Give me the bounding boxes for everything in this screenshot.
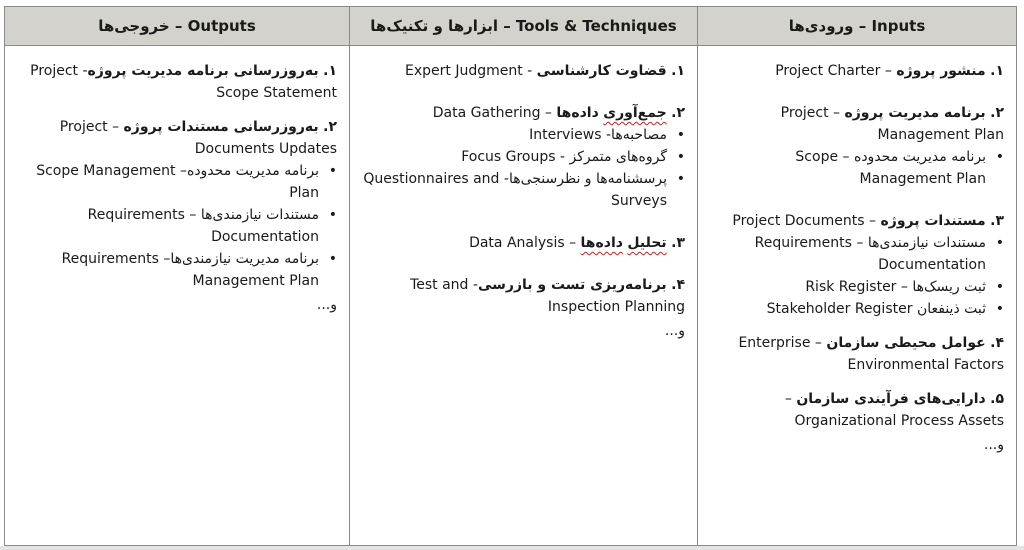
input-3-title: مستندات پروژه — [880, 213, 986, 229]
input-5-number: ۵. — [990, 391, 1004, 407]
input-5-english: Organizational Process Assets — [794, 413, 1004, 429]
input-item-1: ۱. منشور پروژه – Project Charter — [775, 63, 1004, 79]
tool-1-number: ۱. — [671, 63, 685, 79]
input-item-3: ۳. مستندات پروژه – Project Documents • مستندات نیازمندی‌ها – Requirements Documentation • ثبت ریسک‌ها – Risk Register • ثبت ذینفعان Stakeholder Register — [706, 210, 1004, 320]
output-1-english: Project Scope Statement — [30, 63, 337, 101]
sub-item-persian: ثبت ذینفعان — [916, 301, 986, 317]
output-2-number: ۲. — [323, 119, 337, 135]
list-item: • ثبت ریسک‌ها – Risk Register — [706, 276, 1004, 298]
tools-etc: و... — [664, 323, 685, 339]
list-item: • برنامه مدیریت نیازمندی‌ها– Requirements Management Plan — [13, 248, 337, 292]
sub-item-persian: برنامه مدیریت محدوده — [853, 149, 986, 165]
ito-table — [4, 6, 1017, 546]
tools-cell — [350, 46, 698, 546]
input-1-number: ۱. — [990, 63, 1004, 79]
sub-item-persian: پرسشنامه‌ها و نظرسنجی‌ها — [508, 171, 667, 187]
tool-2-title-part2: داده‌ها — [556, 105, 599, 121]
tool-4-title: برنامه‌ریزی تست و بازرسی — [477, 277, 667, 293]
input-4-english: Enterprise Environmental Factors — [738, 335, 1004, 373]
sub-item-persian: ثبت ریسک‌ها — [912, 279, 986, 295]
outputs-header: Outputs – خروجی‌ها — [5, 7, 350, 46]
input-item-5: ۵. دارایی‌های فرآیندی سازمان – Organizational Process Assets و... — [706, 388, 1004, 456]
output-2-title: به‌روزرسانی مستندات پروژه — [123, 119, 319, 135]
list-item: • گروه‌های متمرکز - Focus Groups — [358, 146, 685, 168]
content-row — [5, 46, 1017, 546]
tool-3-title-part1: تحلیل — [627, 235, 667, 251]
input-1-title: منشور پروژه — [896, 63, 986, 79]
outputs-etc: و... — [316, 297, 337, 313]
input-item-4: ۴. عوامل محیطی سازمان – Enterprise Environmental Factors — [738, 335, 1004, 373]
input-2-number: ۲. — [990, 105, 1004, 121]
list-item: • مستندات نیازمندی‌ها – Requirements Documentation — [13, 204, 337, 248]
tool-4-number: ۴. — [671, 277, 685, 293]
tool-2-english: Data Gathering — [432, 105, 541, 121]
bottom-bar — [0, 546, 1024, 550]
sub-item-english: Requirements Management Plan — [61, 251, 319, 289]
sub-item-english: Stakeholder Register — [766, 301, 913, 317]
sub-item-english: Requirements Documentation — [754, 235, 986, 273]
input-5-title: دارایی‌های فرآیندی سازمان — [796, 391, 986, 407]
tool-1-english: Expert Judgment — [405, 63, 523, 79]
sub-item-english: Requirements Documentation — [87, 207, 319, 245]
input-2-sublist — [706, 146, 1004, 190]
tool-2-title-part1: جمع‌آوری — [603, 105, 667, 121]
output-2-sublist — [13, 160, 337, 292]
sub-item-english: Risk Register — [805, 279, 897, 295]
input-4-number: ۴. — [990, 335, 1004, 351]
output-item-2: ۲. به‌روزرسانی مستندات پروژه – Project Documents Updates • برنامه مدیریت محدوده– Scope Management Plan • مستندات نیازمندی‌ها – Requirements Documentation • برنامه مدیریت نیازمندی‌ها– Requirements Management Plan و... — [13, 116, 337, 316]
output-1-number: ۱. — [323, 63, 337, 79]
inputs-header: Inputs – ورودی‌ها — [698, 7, 1017, 46]
outputs-cell — [5, 46, 350, 546]
output-item-1: ۱. به‌روزرسانی برنامه مدیریت پروژه- Project Scope Statement — [30, 63, 337, 101]
output-2-english: Project Documents Updates — [59, 119, 337, 157]
list-item — [706, 298, 1004, 320]
inputs-cell — [698, 46, 1017, 546]
sub-item-persian: مستندات نیازمندی‌ها — [867, 235, 986, 251]
sub-item-persian: مستندات نیازمندی‌ها — [200, 207, 319, 223]
tool-3-number: ۳. — [671, 235, 685, 251]
sub-item-english: Focus Groups — [461, 149, 556, 165]
list-item: • برنامه مدیریت محدوده– Scope Management Plan — [13, 160, 337, 204]
input-2-english: Project Management Plan — [780, 105, 1004, 143]
list-item: • مصاحبه‌ها- Interviews — [358, 124, 685, 146]
sub-item-persian: گروه‌های متمرکز — [569, 149, 667, 165]
tool-2-sublist — [358, 124, 685, 212]
list-item: • پرسشنامه‌ها و نظرسنجی‌ها- Questionnaires and Surveys — [358, 168, 685, 212]
tool-1-title: قضاوت کارشناسی — [536, 63, 667, 79]
tool-3-title-part2: داده‌ها — [580, 235, 623, 251]
sub-item-persian: مصاحبه‌ها — [611, 127, 667, 143]
input-3-english: Project Documents — [732, 213, 865, 229]
sub-item-english: Scope Management Plan — [36, 163, 319, 201]
tool-item-4: ۴. برنامه‌ریزی تست و بازرسی- Test and Inspection Planning و... — [358, 274, 685, 342]
tool-4-english: Test and Inspection Planning — [410, 277, 685, 315]
tool-item-1: ۱. قضاوت کارشناسی - Expert Judgment — [405, 63, 685, 79]
list-item: • برنامه مدیریت محدوده – Scope Management Plan — [706, 146, 1004, 190]
input-1-english: Project Charter — [775, 63, 881, 79]
tool-item-3: ۳. تحلیل داده‌ها – Data Analysis — [469, 235, 685, 251]
input-2-title: برنامه مدیریت پروژه — [844, 105, 986, 121]
sub-item-persian: برنامه مدیریت نیازمندی‌ها — [170, 251, 319, 267]
tool-item-2: ۲. جمع‌آوری داده‌ها – Data Gathering • مصاحبه‌ها- Interviews • گروه‌های متمرکز - Focus Groups • پرسشنامه‌ها و نظرسنجی‌ها- Questionnaires and Surveys — [358, 102, 685, 212]
input-4-title: عوامل محیطی سازمان — [826, 335, 986, 351]
sub-item-english: Questionnaires and Surveys — [363, 171, 667, 209]
list-item: • مستندات نیازمندی‌ها – Requirements Documentation — [706, 232, 1004, 276]
input-3-number: ۳. — [990, 213, 1004, 229]
header-row — [5, 7, 1017, 46]
sub-item-english: Interviews — [529, 127, 602, 143]
input-item-2: ۲. برنامه مدیریت پروژه – Project Management Plan • برنامه مدیریت محدوده – Scope Management Plan — [706, 102, 1004, 190]
sub-item-persian: برنامه مدیریت محدوده — [186, 163, 319, 179]
sub-item-english: Scope Management Plan — [795, 149, 986, 187]
inputs-etc: و... — [983, 437, 1004, 453]
output-1-title: به‌روزرسانی برنامه مدیریت پروژه — [87, 63, 319, 79]
input-3-sublist — [706, 232, 1004, 320]
tool-3-english: Data Analysis — [469, 235, 565, 251]
tools-header: Tools & Techniques – ابزارها و تکنیک‌ها — [350, 7, 698, 46]
tool-2-number: ۲. — [671, 105, 685, 121]
